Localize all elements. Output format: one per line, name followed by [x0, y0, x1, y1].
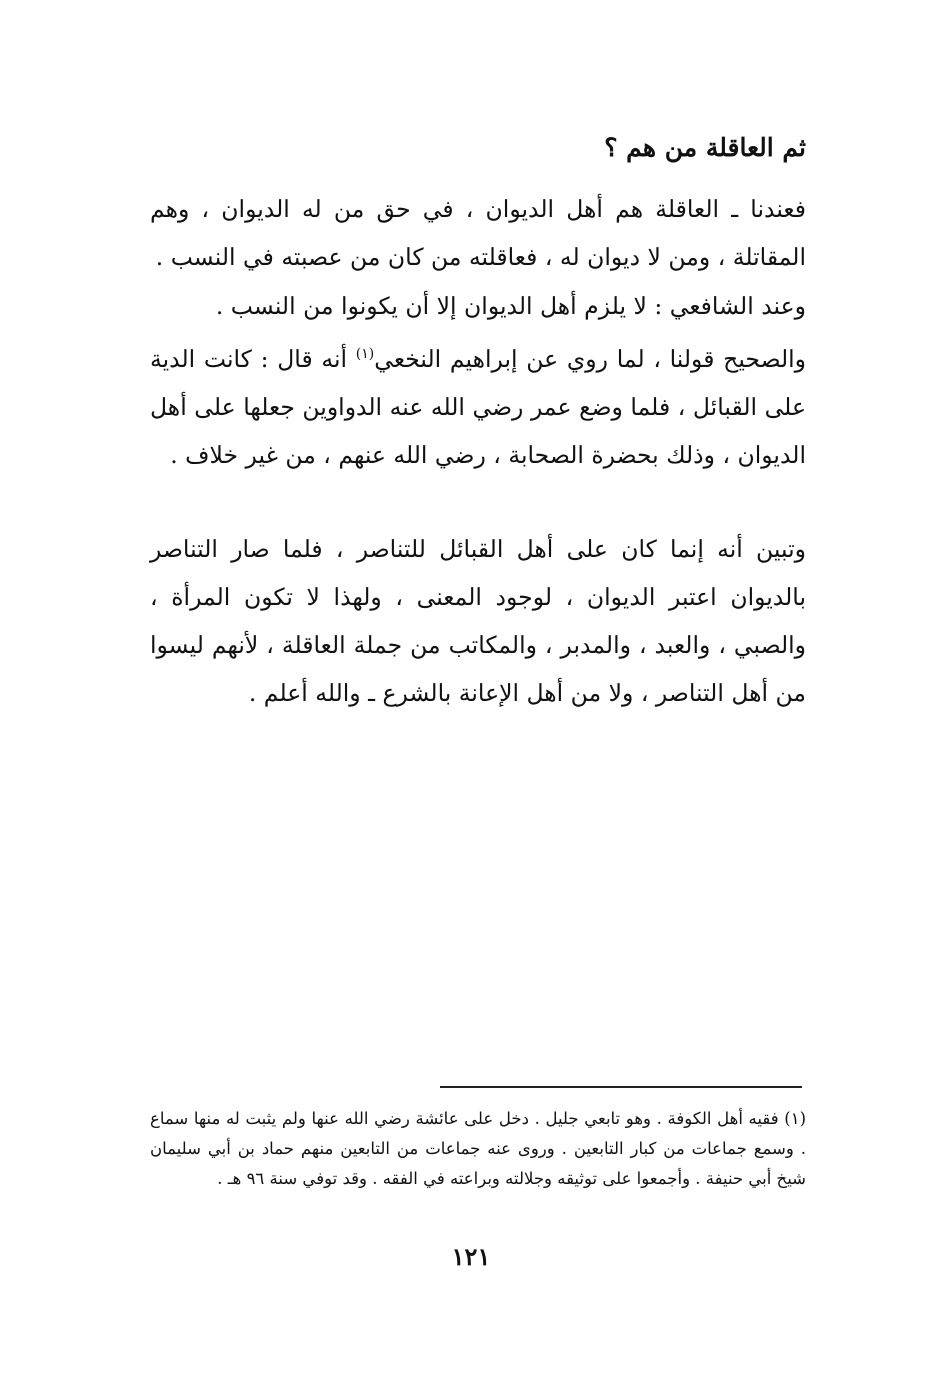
- paragraph-4: وتبين أنه إنما كان على أهل القبائل للتناصر ، فلما صار التناصر بالديوان اعتبر الديوان ، لوجود المعنى ، ولهذا لا تكون المرأة ، والصبي ، والعبد ، والمدبر ، والمكاتب من جملة العاقلة ، لأنهم ليسوا من أهل التناصر ، ولا من أهل الإعانة بالشرع ـ والله أعلم .: [150, 535, 806, 707]
- paragraph-3-text-end: أنه قال : كانت الدية على القبائل ، فلما وضع عمر رضي الله عنه الدواوين جعلها على أهل الديوان ، وذلك بحضرة الصحابة ، رضي الله عنهم ، من غير خلاف .: [150, 345, 806, 469]
- section-heading: ثم العاقلة من هم ؟: [604, 133, 806, 162]
- paragraph-1: فعندنا ـ العاقلة هم أهل الديوان ، في حق من له الديوان ، وهم المقاتلة ، ومن لا ديوان له ، فعاقلته من كان من عصبته في النسب .: [150, 195, 806, 271]
- paragraph-2: وعند الشافعي : لا يلزم أهل الديوان إلا أن يكونوا من النسب .: [215, 292, 806, 320]
- footnote-divider: [440, 1086, 802, 1088]
- paragraph-3-text-start: والصحيح قولنا ، لما روي عن إبراهيم النخعي: [374, 345, 806, 373]
- footnote: (١) فقيه أهل الكوفة . وهو تابعي جليل . دخل على عائشة رضي الله عنها ولم يثبت له منها سماع . وسمع جماعات من كبار التابعين . وروى عنه جماعات من التابعين منهم حماد بن أبي سليمان شيخ أبي حنيفة . وأجمعوا على توثيقه وجلالته وبراعته في الفقه . وقد توفي سنة ٩٦ هـ .: [150, 1109, 806, 1188]
- page-number: ١٢١: [451, 1242, 491, 1271]
- paragraph-3: [150, 335, 806, 479]
- footnote-reference-mark: (١): [355, 346, 375, 363]
